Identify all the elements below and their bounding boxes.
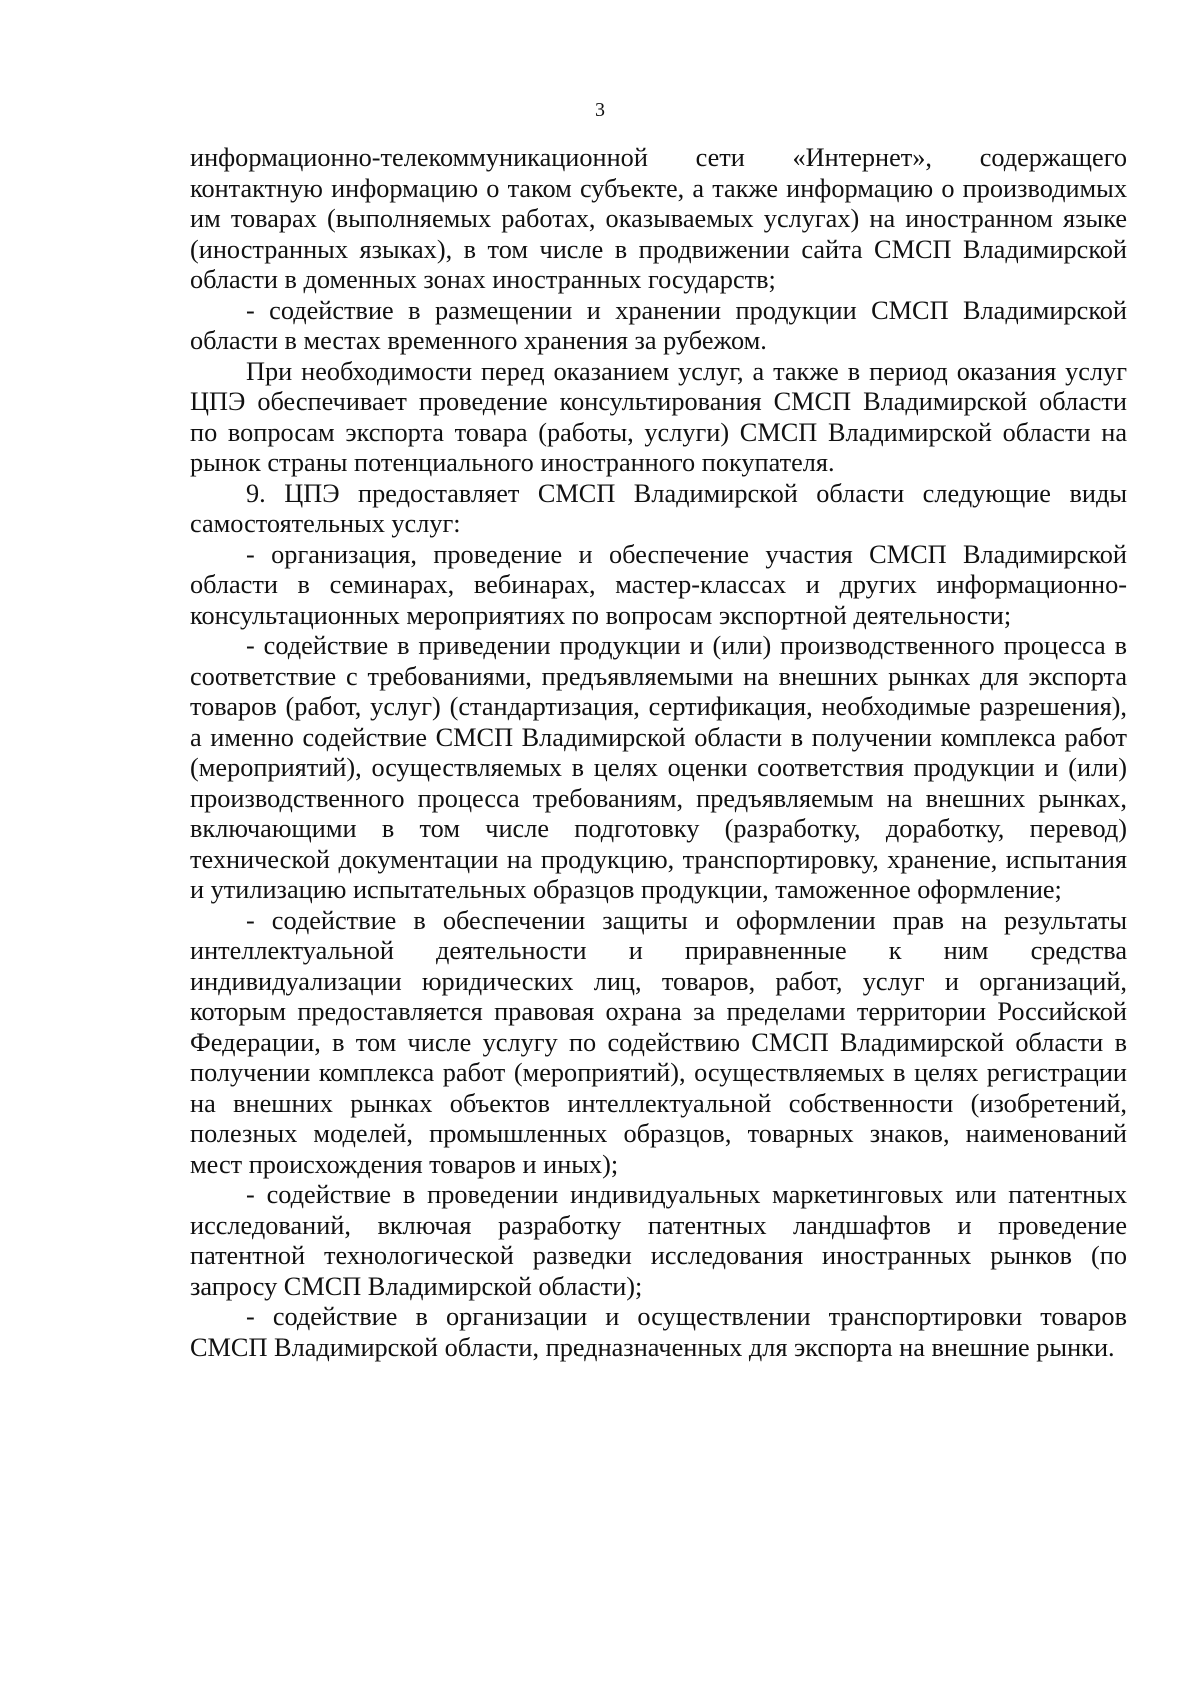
paragraph-continuation: информационно-телекоммуникационной сети «Интернет», содержащего контактную информацию о таком субъекте, а также информацию о производимых им товарах (выполняемых работах, оказываемых услугах) на иностранном языке (иностранных языках), в том числе в продвижении сайта СМСП Владимирской области в доменных зонах иностранных государств; (190, 143, 1127, 294)
paragraph: - содействие в приведении продукции и (или) производственного процесса в соответствие с требованиями, предъявляемыми на внешних рынках для экспорта товаров (работ, услуг) (стандартизация, сертификация, необходимые разрешения), а именно содействие СМСП Владимирской области в получении комплекса работ (мероприятий), осуществляемых в целях оценки соответствия продукции и (или) производственного процесса требованиям, предъявляемым на внешних рынках, включающими в том числе подготовку (разработку, доработку, перевод) технической документации на продукцию, транспортировку, хранение, испытания и утилизацию испытательных образцов продукции, таможенное оформление; (190, 631, 1127, 904)
paragraph: - содействие в проведении индивидуальных маркетинговых или патентных исследований, включая разработку патентных ландшафтов и проведение патентной технологической разведки исследования иностранных рынков (по запросу СМСП Владимирской области); (190, 1180, 1127, 1301)
paragraph: - содействие в организации и осуществлении транспортировки товаров СМСП Владимирской области, предназначенных для экспорта на внешние рынки. (190, 1302, 1127, 1362)
paragraph: 9. ЦПЭ предоставляет СМСП Владимирской области следующие виды самостоятельных услуг: (190, 478, 1127, 538)
paragraph: - содействие в размещении и хранении продукции СМСП Владимирской области в местах временного хранения за рубежом. (190, 295, 1127, 355)
paragraph: При необходимости перед оказанием услуг, а также в период оказания услуг ЦПЭ обеспечивает проведение консультирования СМСП Владимирской области по вопросам экспорта товара (работы, услуги) СМСП Владимирской области на рынок страны потенциального иностранного покупателя. (190, 356, 1127, 477)
document-body (190, 143, 1127, 1363)
paragraph: - организация, проведение и обеспечение участия СМСП Владимирской области в семинарах, вебинарах, мастер-классах и других информационно-консультационных мероприятиях по вопросам экспортной деятельности; (190, 539, 1127, 630)
page-number: 3 (595, 99, 605, 121)
paragraph: - содействие в обеспечении защиты и оформлении прав на результаты интеллектуальной деятельности и приравненные к ним средства индивидуализации юридических лиц, товаров, работ, услуг и организаций, которым предоставляется правовая охрана за пределами территории Российской Федерации, в том числе услугу по содействию СМСП Владимирской области в получении комплекса работ (мероприятий), осуществляемых в целях регистрации на внешних рынках объектов интеллектуальной собственности (изобретений, полезных моделей, промышленных образцов, товарных знаков, наименований мест происхождения товаров и иных); (190, 905, 1127, 1179)
